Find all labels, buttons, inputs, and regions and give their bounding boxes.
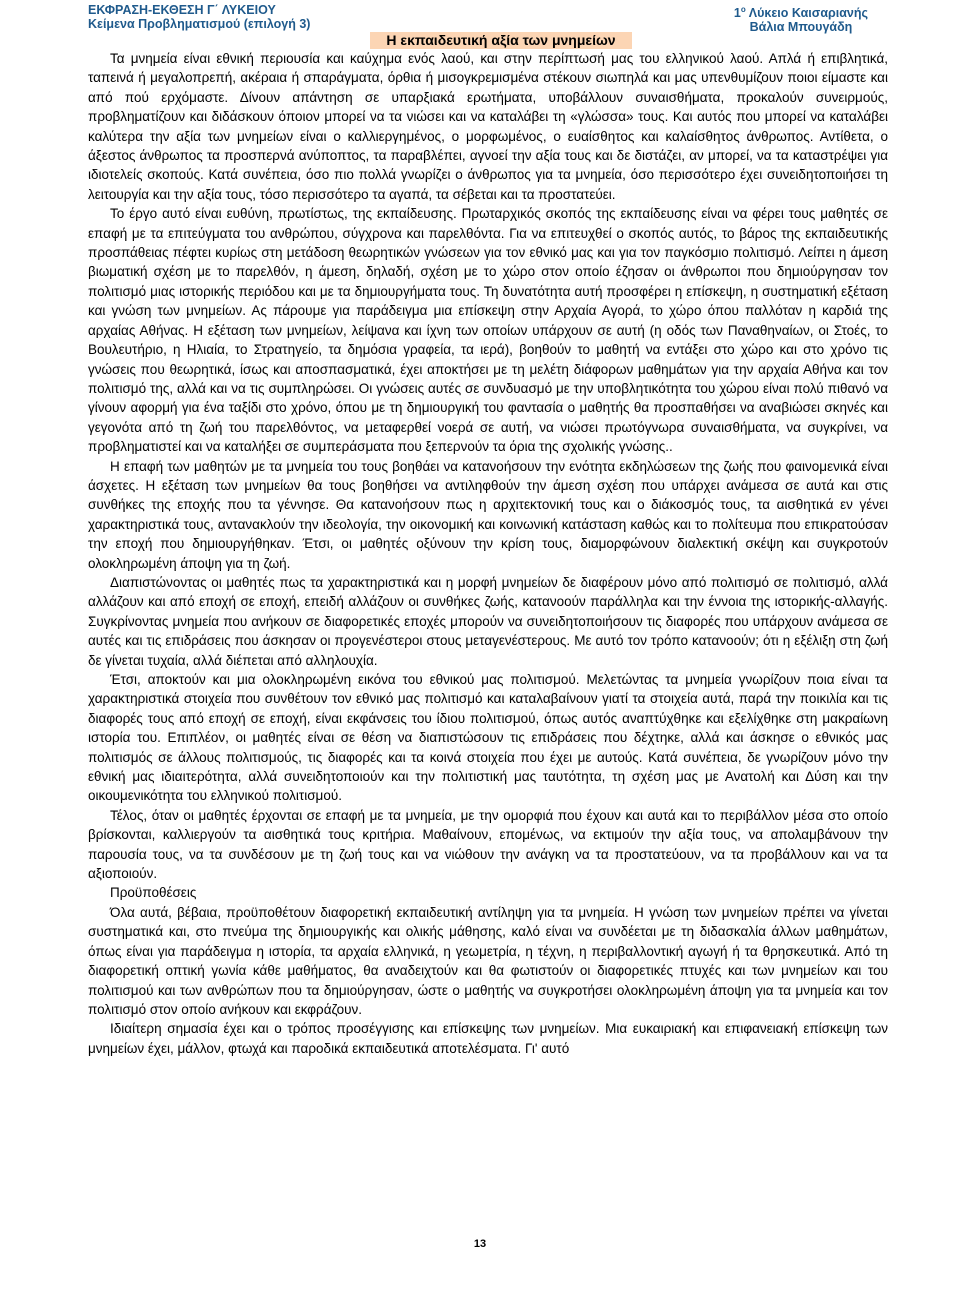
paragraph: Το έργο αυτό είναι ευθύνη, πρωτίστως, της εκπαίδευσης. Πρωταρχικός σκοπός της εκπαίδευσης είναι να φέρει τους μαθητές σε επαφή με τα επιτεύγματα του ανθρώπου, σύγχρονα και παρελθόντα. Για να επιτευχθεί ο σκοπός αυτός, το βάρος της εκπαιδευτικής προσπάθειας πέφτει κυρίως στη μετάδοση θεωρητικών γνώσεων για τον εθνικό μας και για τον παγκόσμιο πολιτισμό. Λείπει η άμεση βιωματική σχέση με το παρελθόν, η άμεση, δηλαδή, σχέση με το χώρο στον οποίο έζησαν οι άνθρωποι που δημιούργησαν τον πολιτισμό μιας ιστορικής περιόδου και με τα δημιουργήματα τους. Τη δυνατότητα αυτή προσφέρει η επίσκεψη, η συστηματική εξέταση και γνώση των μνημείων. Ας πάρουμε για παράδειγμα μια επίσκεψη στην Αρχαία Αγορά, το χώρο όπου παλλόταν η καρδιά της αρχαίας Αθήνας. Η εξέταση των μνημείων, λείψανα και ίχνη των οποίων υπάρχουν σε αυτή (η οδός των Παναθηναίων, οι Στοές, το Βουλευτήριο, η Ηλιαία, το Στρατηγείο, τα δημόσια γραφεία, τα ιερά), βοηθούν το μαθητή να εντάξει στο χώρο και στο χρόνο τις γνώσεις που θεωρητικά, ίσως και αποσπασματικά, έχει αποκτήσει με τη μελέτη διάφορων μαθημάτων για την αρχαία Αθήνα και τον πολιτισμό της, αλλά και να τις συμπληρώσει. Οι γνώσεις αυτές σε συνδυασμό με την υποβλητικότητα του χώρου είναι πολύ πιθανό να γίνουν αφορμή για ένα ταξίδι στο χρόνο, όπου με τη δημιουργική του φαντασία ο μαθητής θα προσπαθήσει να αναβιώσει σκηνές και γεγονότα από τη ζωή του παρελθόντος, να μεταφερθεί νοερά σε αυτή, να νιώσει πρωτόγνωρα συναισθήματα, να συγκρίνει, να προβληματιστεί και να καταλήξει σε συμπεράσματα που ξεπερνούν τα όρια της σχολικής γνώσης.. [88, 206, 888, 455]
section-subtitle: Κείμενα Προβληματισμού (επιλογή 3) [88, 17, 311, 31]
course-title: ΕΚΦΡΑΣΗ-ΕΚΘΕΣΗ Γ΄ ΛΥΚΕΙΟΥ [88, 3, 276, 17]
paragraph: Έτσι, αποκτούν και μια ολοκληρωμένη εικόνα του εθνικού μας πολιτισμού. Μελετώντας τα μνημεία γνωρίζουν ποια είναι τα χαρακτηριστικά στοιχεία που συνθέτουν τον εθνικό μας πολιτισμό και καταλαβαίνουν γιατί τα στοιχεία αυτά, παρά την ποικιλία και τις διαφορές τους από εποχή σε εποχή, είναι εκφάνσεις του ίδιου πολιτισμού, όπως αυτός αναπτύχθηκε και εξελίχθηκε στη μακραίωνη ιστορία του. Επιπλέον, οι μαθητές είναι σε θέση να διαπιστώσουν τις επιδράσεις που δέχτηκε, αλλά και άσκησε ο εθνικός μας πολιτισμός σε άλλους πολιτισμούς, τις διαφορές και τα κοινά στοιχεία που έχει με αυτούς. Κατά συνέπεια, δε γνωρίζουν μόνο την εθνική μας ιδιαιτερότητα, αλλά συνειδητοποιούν και την πολιτιστική μας ταυτότητα, τη σχέση μας με Ανατολή και Δύση και την οικουμενικότητα του ελληνικού πολιτισμού. [88, 672, 888, 804]
paragraph: Όλα αυτά, βέβαια, προϋποθέτουν διαφορετική εκπαιδευτική αντίληψη για τα μνημεία. Η γνώση των μνημείων πρέπει να γίνεται συστηματικά και, στο πνεύμα της δημιουργικής και ολικής μάθησης, καλό είναι να συνδέεται με τη διδασκαλία άλλων μαθημάτων, όπως είναι για παράδειγμα η ιστορία, τα αρχαία ελληνικά, η γεωμετρία, η τέχνη, η περιβαλλοντική αγωγή ή τα θρησκευτικά. Από τη διαφορετική οπτική γωνία κάθε μαθήματος, θα αναδειχτούν και θα φωτιστούν οι διαφορετικές πτυχές και των μνημείων και του πολιτισμού και των ανθρώπων που τα δημιούργησαν, ώστε ο μαθητής να συγκροτήσει ολοκληρωμένη άποψη για τα μνημεία και τον πολιτισμό στον οποίο ανήκουν και εκφράζουν. [88, 904, 888, 1017]
section-heading: Προϋποθέσεις [110, 885, 197, 901]
document-title: Η εκπαιδευτική αξία των μνημείων [370, 32, 632, 49]
paragraph: Διαπιστώνοντας οι μαθητές πως τα χαρακτηριστικά και η μορφή μνημείων δε διαφέρουν μόνο από πολιτισμό σε πολιτισμό, αλλά αλλάζουν και από εποχή σε εποχή, επειδή αλλάζουν οι συνθήκες ζωής, κατανοούν παράλληλα και την έννοια της ιστορικής-αλλαγής. Συγκρίνοντας μνημεία που ανήκουν σε διαφορετικές εποχές μπορούν να συνειδητοποιήσουν τις διαφορές που υπάρχουν ανάμεσα σε αυτές και τις επιδράσεις που άσκησαν οι προγενέστεροι στους μεταγενέστερους. Με αυτό τον τρόπο κατανοούν; ότι η εξέλιξη στη ζωή δε γίνεται τυχαία, αλλά διέπεται από αλληλουχία. [88, 574, 888, 668]
document-body [88, 49, 888, 1058]
paragraph: Τέλος, όταν οι μαθητές έρχονται σε επαφή με τα μνημεία, με την ομορφιά που έχουν και αυτά και το περιβάλλον μέσα στο οποίο βρίσκονται, καλλιεργούν τα αισθητικά τους κριτήρια. Μαθαίνουν, επομένως, να εκτιμούν την αξία τους, να απολαμβάνουν την παρουσία τους, να τα συνδέσουν με τη ζωή τους και να νιώθουν την ανάγκη να τα προστατεύουν, να τα προβάλλουν και να τα αξιοποιούν. [88, 807, 888, 882]
header-right [734, 3, 868, 34]
school-name: $1^o$ Λύκειο Καισαριανής [733, 5, 868, 21]
paragraph: Η επαφή των μαθητών με τα μνημεία του τους βοηθάει να κατανοήσουν την ενότητα εκδηλώσεων της ζωής που φαινομενικά είναι άσχετες. Η εξέταση των μνημείων θα τους βοηθήσει να αντιληφθούν την άμεση σχέση που υπάρχει ανάμεσα σε αυτά και στις συνθήκες της εποχής που τα γέννησε. Θα κατανοήσουν πως η αρχιτεκτονική τους και ο διάκοσμός τους, τα αισθητικά εν γένει χαρακτηριστικά τους, αντανακλούν την ιδεολογία, την οικονομική και κοινωνική κατάσταση καθώς και το πολίτευμα που επικρατούσαν την εποχή που δημιουργήθηκαν. Έτσι, οι μαθητές οξύνουν την κρίση τους, διαμορφώνουν διαλεκτική σκέψη και συγκροτούν ολοκληρωμένη άποψη για τη ζωή. [88, 458, 888, 571]
author-name: Βάλια Μπουγάδη [749, 20, 853, 35]
header-left [88, 3, 310, 31]
paragraph: Ιδιαίτερη σημασία έχει και ο τρόπος προσέγγισης και επίσκεψης των μνημείων. Μια ευκαιριακή και επιφανειακή επίσκεψη των μνημείων έχει, μάλλον, φτωχά και παροδικά εκπαιδευτικά αποτελέσματα. Γι' αυτό [88, 1021, 888, 1056]
paragraph: Τα μνημεία είναι εθνική περιουσία και καύχημα ενός λαού, και στην περίπτωσή μας του ελληνικού λαού. Απλά ή επιβλητικά, ταπεινά ή μεγαλοπρεπή, ακέραια ή σπαράγματα, όρθια ή μισογκρεμισμένα στέκουν σιωπηλά και μας υπενθυμίζουν ποιοι είμαστε και από πού ερχόμαστε. Δίνουν απάντηση σε υπαρξιακά ερωτήματα, υποβάλλουν συναισθήματα, προκαλούν συνειρμούς, προβληματίζουν και διδάσκουν όποιον μπορεί να τα νιώσει και να καταλάβει τη «γλώσσα» τους. Και αυτός που μπορεί να καταλάβει καλύτερα την αξία των μνημείων είναι ο καλλιεργημένος, ο μορφωμένος, ο ευαίσθητος και καλαίσθητος άνθρωπος. Αντίθετα, ο άξεστος άνθρωπος τα προσπερνά ανύποπτος, τα παραβλέπει, αγνοεί την αξία τους και δε διστάζει, αν μπορεί, να τα καταστρέψει για ιδιοτελείς σκοπούς. Κατά συνέπεια, όσο πιο πολλά γνωρίζει ο άνθρωπος για τα μνημεία, όσο περισσότερο έχει συνειδητοποιήσει τη λειτουργία και την αξία τους, τόσο περισσότερο τα αγαπά, τα σέβεται και τα προστατεύει. [88, 51, 888, 202]
page-number: 13 [473, 1238, 487, 1250]
